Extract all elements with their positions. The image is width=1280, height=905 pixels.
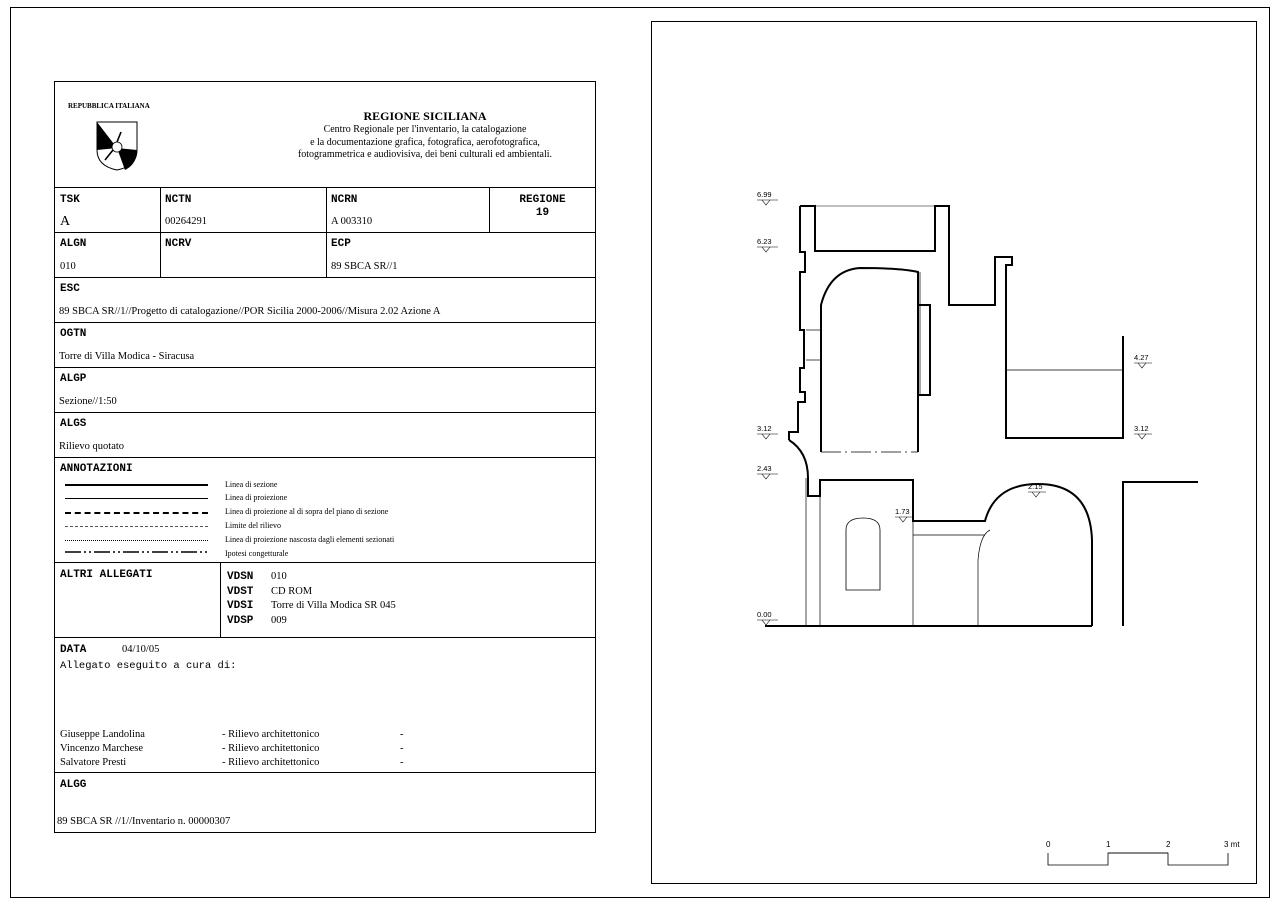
data-label: DATA xyxy=(60,644,87,656)
scale-tick-label: 0 xyxy=(1046,840,1051,849)
person-row: Salvatore Presti - Rilievo architettonico - xyxy=(60,757,404,768)
scale-tick-label: 1 xyxy=(1106,840,1111,849)
elevation-marker xyxy=(1134,424,1152,439)
republic-label: REPUBBLICA ITALIANA xyxy=(68,102,150,110)
scale-tick-label: 2 xyxy=(1166,840,1171,849)
svg-text:2.15: 2.15 xyxy=(1028,482,1043,491)
data-date: 04/10/05 xyxy=(122,644,160,655)
allegato-item: VDST CD ROM xyxy=(227,585,313,598)
algp-label: ALGP xyxy=(60,373,87,385)
algs-value: Rilievo quotato xyxy=(59,441,125,452)
elevation-marker xyxy=(757,424,778,439)
ncrv-label: NCRV xyxy=(165,238,192,250)
nctn-label: NCTN xyxy=(165,194,192,206)
elevation-marker xyxy=(757,610,778,625)
algs-label: ALGS xyxy=(60,418,87,430)
allegato-item: VDSN 010 xyxy=(227,571,287,583)
algg-value: 89 SBCA SR //1//Inventario n. 00000307 xyxy=(57,816,231,827)
svg-text:6.99: 6.99 xyxy=(757,190,772,199)
region-title: REGIONE SICILIANA xyxy=(363,109,487,123)
legend-text: Linea di sezione xyxy=(225,480,278,489)
legend-text: Ipotesi congetturale xyxy=(225,549,289,558)
algg-label: ALGG xyxy=(60,779,87,791)
allegato-item: VDSI Torre di Villa Modica SR 045 xyxy=(227,600,396,612)
svg-text:3.12: 3.12 xyxy=(757,424,772,433)
svg-text:3.12: 3.12 xyxy=(1134,424,1149,433)
person-row: Giuseppe Landolina - Rilievo architettonico - xyxy=(60,729,404,740)
person-row: Vincenzo Marchese - Rilievo architettonico - xyxy=(60,743,404,754)
svg-text:4.27: 4.27 xyxy=(1134,353,1149,362)
elevation-marker xyxy=(757,464,778,479)
regione-label: REGIONE xyxy=(519,194,566,206)
algp-value: Sezione//1:50 xyxy=(59,396,117,407)
legend-text: Linea di proiezione xyxy=(225,493,288,502)
svg-text:6.23: 6.23 xyxy=(757,237,772,246)
legend-text: Linea di proiezione al di sopra del piano di sezione xyxy=(225,507,389,516)
algn-value: 010 xyxy=(60,261,76,272)
svg-text:0.00: 0.00 xyxy=(757,610,772,619)
elevation-marker xyxy=(895,507,912,522)
region-line: e la documentazione grafica, fotografica, aerofotografica, xyxy=(310,136,540,148)
ecp-value: 89 SBCA SR//1 xyxy=(331,261,398,272)
ogtn-label: OGTN xyxy=(60,328,87,340)
ogtn-value: Torre di Villa Modica - Siracusa xyxy=(59,351,195,362)
algn-label: ALGN xyxy=(60,238,87,250)
elevation-marker xyxy=(757,237,778,252)
ncrn-value: A 003310 xyxy=(331,216,373,227)
nctn-value: 00264291 xyxy=(165,216,207,227)
elevation-marker xyxy=(1134,353,1152,368)
annotazioni-label: ANNOTAZIONI xyxy=(60,463,133,475)
scale-bar xyxy=(1046,840,1240,865)
region-line: fotogrammetrica e audiovisiva, dei beni culturali ed ambientali. xyxy=(297,149,553,160)
svg-text:1.73: 1.73 xyxy=(895,507,910,516)
scale-tick-label: 3 mt xyxy=(1224,840,1240,849)
data-note: Allegato eseguito a cura di: xyxy=(60,660,237,672)
tsk-value: A xyxy=(60,214,71,229)
ecp-label: ECP xyxy=(331,238,351,250)
svg-text:2.43: 2.43 xyxy=(757,464,772,473)
allegato-item: VDSP 009 xyxy=(227,614,287,627)
elevation-marker xyxy=(757,190,778,205)
allegati-label: ALTRI ALLEGATI xyxy=(60,569,153,581)
esc-label: ESC xyxy=(60,283,80,295)
tsk-label: TSK xyxy=(60,194,80,206)
legend-text: Limite del rilievo xyxy=(225,521,281,530)
region-line: Centro Regionale per l'inventario, la catalogazione xyxy=(323,124,527,135)
legend-text: Linea di proiezione nascosta dagli elementi sezionati xyxy=(225,535,395,544)
ncrn-label: NCRN xyxy=(331,194,358,206)
regione-value: 19 xyxy=(535,207,550,219)
esc-value: 89 SBCA SR//1//Progetto di catalogazione//POR Sicilia 2000-2006//Misura 2.02 Azione A xyxy=(59,306,441,317)
